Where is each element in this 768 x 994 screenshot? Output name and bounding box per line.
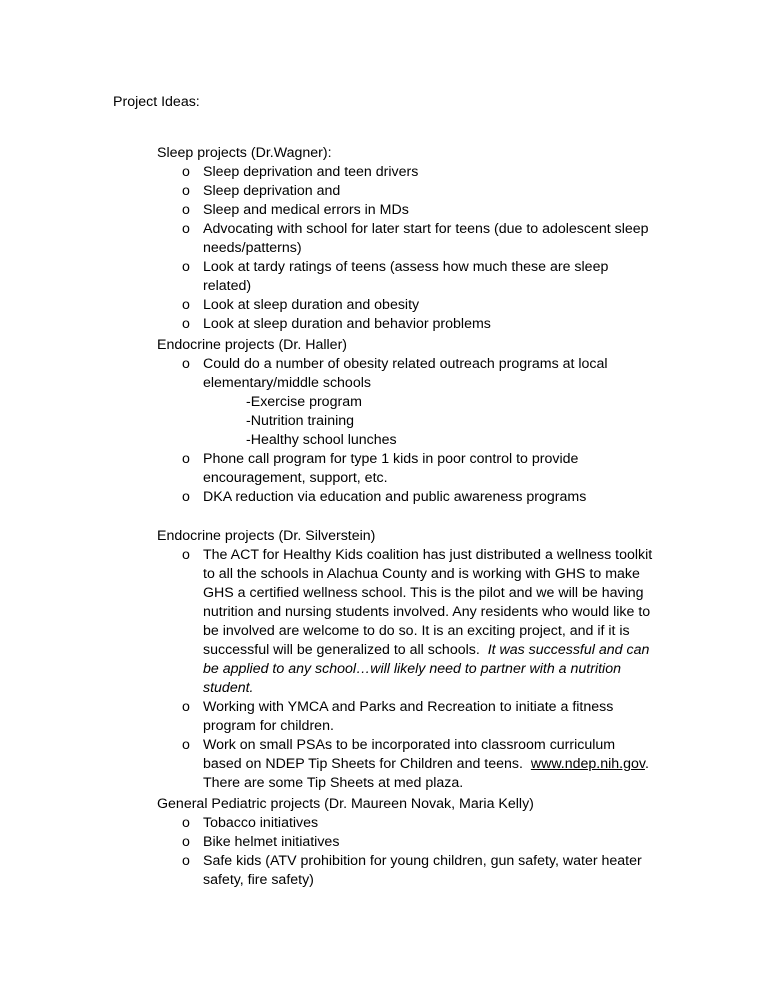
sleep-projects-section	[157, 144, 657, 334]
bullet-icon: o	[182, 853, 190, 869]
list-item: o Look at sleep duration and obesity	[182, 297, 420, 313]
list-item: o Work on small PSAs to be incorporated into classroom curriculum based on NDEP Tip Sheets for Children and teens. www.ndep.nih.gov. There are some Tip Sheets at med plaza.	[182, 737, 649, 791]
list-item: o Phone call program for type 1 kids in poor control to provide encouragement, support, etc.	[182, 451, 579, 486]
list-item: o Safe kids (ATV prohibition for young children, gun safety, water heater safety, fire safety)	[182, 853, 642, 888]
list-item: o Sleep and medical errors in MDs	[182, 202, 409, 218]
list-item: o The ACT for Healthy Kids coalition has just distributed a wellness toolkit to all the schools in Alachua County and is working with GHS to make GHS a certified wellness school. This is the pilot and we will be having nutrition and nursing students involved. Any residents who would like to be involved are welcome to do so. It is an exciting project, and if it is successful will be generalized to all schools. It was successful and can be applied to any school…will likely need to partner with a nutrition student.	[182, 547, 653, 696]
sub-list	[203, 393, 657, 450]
page-title: Project Ideas:	[113, 94, 200, 110]
bullet-icon: o	[182, 356, 190, 372]
bullet-icon: o	[182, 221, 190, 237]
bullet-list	[157, 546, 657, 793]
endocrine-silverstein-section	[157, 527, 657, 793]
bullet-icon: o	[182, 164, 190, 180]
bullet-icon: o	[182, 699, 190, 715]
bullet-icon: o	[182, 737, 190, 753]
bullet-icon: o	[182, 815, 190, 831]
bullet-list	[157, 163, 657, 334]
sub-list-item: -Healthy school lunches	[246, 432, 397, 448]
list-item: o Sleep deprivation and	[182, 183, 341, 199]
bullet-icon: o	[182, 183, 190, 199]
bullet-icon: o	[182, 259, 190, 275]
bullet-icon: o	[182, 316, 190, 332]
list-item: o Advocating with school for later start for teens (due to adolescent sleep needs/patterns)	[182, 221, 649, 256]
endocrine-haller-section	[157, 336, 657, 507]
bullet-icon: o	[182, 547, 190, 563]
bullet-icon: o	[182, 834, 190, 850]
section-heading: Endocrine projects (Dr. Silverstein)	[157, 528, 376, 544]
bullet-list	[157, 814, 657, 890]
general-pediatric-section	[157, 795, 657, 890]
sub-list-item: -Nutrition training	[246, 413, 355, 429]
list-item: o DKA reduction via education and public awareness programs	[182, 489, 587, 505]
list-item: o Sleep deprivation and teen drivers	[182, 164, 419, 180]
sub-list-item: -Exercise program	[246, 394, 362, 410]
bullet-icon: o	[182, 297, 190, 313]
section-heading: Sleep projects (Dr.Wagner):	[157, 145, 332, 161]
section-heading: Endocrine projects (Dr. Haller)	[157, 337, 348, 353]
section-heading: General Pediatric projects (Dr. Maureen Novak, Maria Kelly)	[157, 796, 534, 812]
list-item: o Tobacco initiatives	[182, 815, 319, 831]
list-item: o Working with YMCA and Parks and Recreation to initiate a fitness program for children.	[182, 699, 614, 734]
bullet-icon: o	[182, 202, 190, 218]
list-item: o Look at tardy ratings of teens (assess how much these are sleep related)	[182, 259, 609, 294]
italic-note: It was successful and can be applied to any school…will likely need to partner with a nutrition student.	[203, 642, 650, 696]
list-item: o Could do a number of obesity related outreach programs at local elementary/middle schools -Exercise program -Nutrition training -Healthy school lunches	[157, 355, 657, 450]
ndep-link[interactable]: www.ndep.nih.gov	[530, 756, 645, 772]
list-item: o Bike helmet initiatives	[182, 834, 340, 850]
bullet-icon: o	[182, 451, 190, 467]
bullet-list	[157, 355, 657, 507]
list-item: o Look at sleep duration and behavior problems	[182, 316, 491, 332]
bullet-icon: o	[182, 489, 190, 505]
